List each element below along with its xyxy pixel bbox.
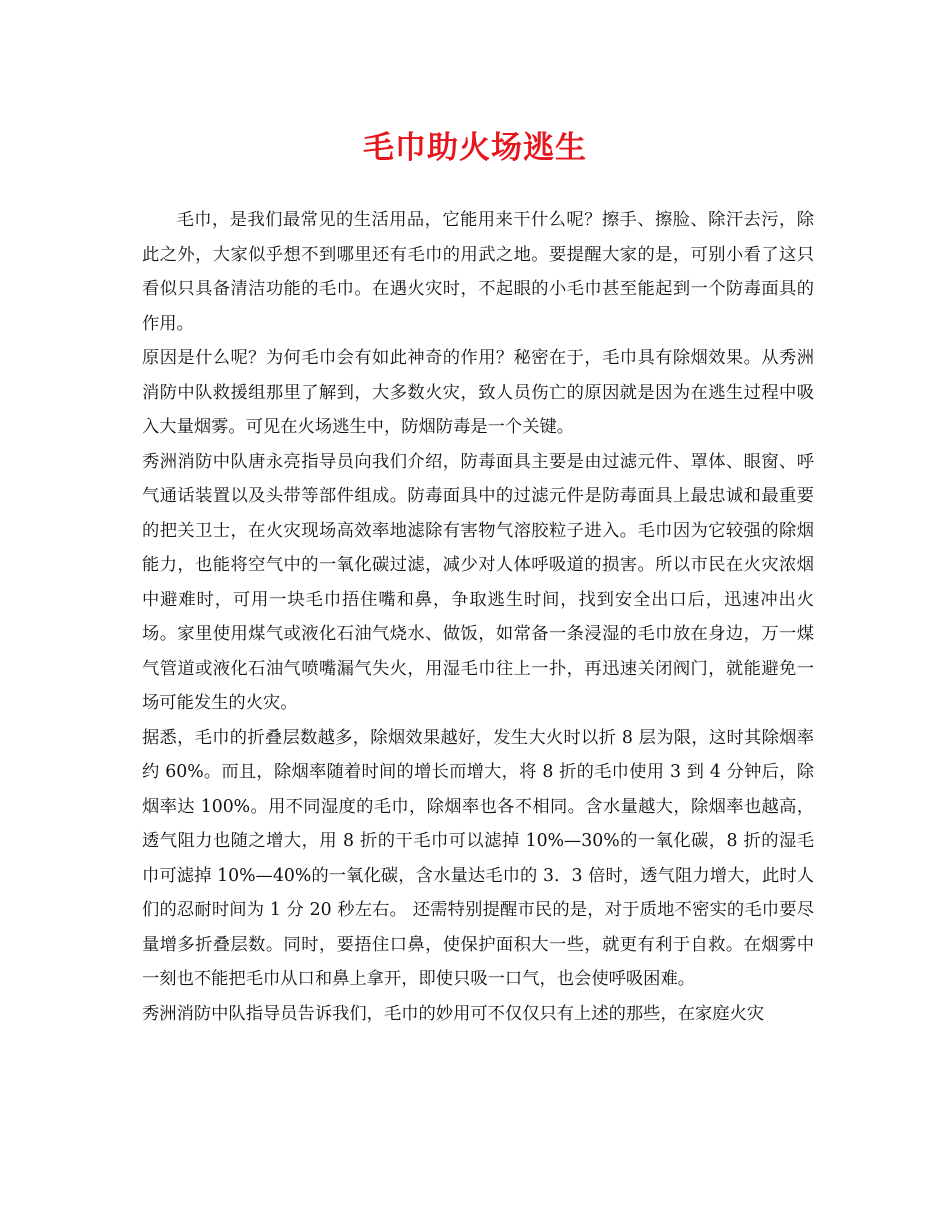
paragraph-intro: 毛巾，是我们最常见的生活用品，它能用来干什么呢？擦手、擦脸、除汗去污，除此之外，大家似乎想不到哪里还有毛巾的用武之地。要提醒大家的是，可别小看了这只看似只具备清洁功能的毛巾。在遇火灾时，不起眼的小毛巾甚至能起到一个防毒面具的作用。 (142, 210, 814, 334)
paragraph-folding-layers: 据悉，毛巾的折叠层数越多，除烟效果越好，发生大火时以折 8 层为限，这时其除烟率约 60%。而且，除烟率随着时间的增长而增大，将 8 折的毛巾使用 3 到 4 分钟后，除烟率达 100%。用不同湿度的毛巾，除烟率也各不相同。含水量越大，除烟率也越高，透气阻力也随之增大，用 8 折的干毛巾可以滤掉 10%—30%的一氧化碳，8 折的湿毛巾可滤掉 10%—40%的一氧化碳，含水量达毛巾的 3．3 倍时，透气阻力增大，此时人们的忍耐时间为 1 分 20 秒左右。 还需特别提醒市民的是，对于质地不密实的毛巾要尽量增多折叠层数。同时，要捂住口鼻，使保护面积大一些，就更有利于自救。在烟雾中一刻也不能把毛巾从口和鼻上拿开，即使只吸一口气，也会使呼吸困难。 (142, 727, 814, 989)
document-title: 毛巾助火场逃生 (363, 130, 587, 166)
paragraph-reason: 原因是什么呢？为何毛巾会有如此神奇的作用？秘密在于，毛巾具有除烟效果。从秀洲消防中队救援组那里了解到，大多数火灾，致人员伤亡的原因就是因为在逃生过程中吸入大量烟雾。可见在火场逃生中，防烟防毒是一个关键。 (142, 348, 814, 437)
paragraph-other-uses: 秀洲消防中队指导员告诉我们，毛巾的妙用可不仅仅只有上述的那些，在家庭火灾 (142, 1003, 765, 1024)
paragraph-gas-mask: 秀洲消防中队唐永亮指导员向我们介绍，防毒面具主要是由过滤元件、罩体、眼窗、呼气通话装置以及头带等部件组成。防毒面具中的过滤元件是防毒面具上最忠诚和最重要的把关卫士，在火灾现场高效率地滤除有害物气溶胶粒子进入。毛巾因为它较强的除烟能力，也能将空气中的一氧化碳过滤，减少对人体呼吸道的损害。所以市民在火灾浓烟中避难时，可用一块毛巾捂住嘴和鼻，争取逃生时间，找到安全出口后，迅速冲出火场。家里使用煤气或液化石油气烧水、做饭，如常备一条浸湿的毛巾放在身边，万一煤气管道或液化石油气喷嘴漏气失火，用湿毛巾往上一扑，再迅速关闭阀门，就能避免一场可能发生的火灾。 (142, 451, 814, 713)
document-body (142, 203, 814, 1031)
